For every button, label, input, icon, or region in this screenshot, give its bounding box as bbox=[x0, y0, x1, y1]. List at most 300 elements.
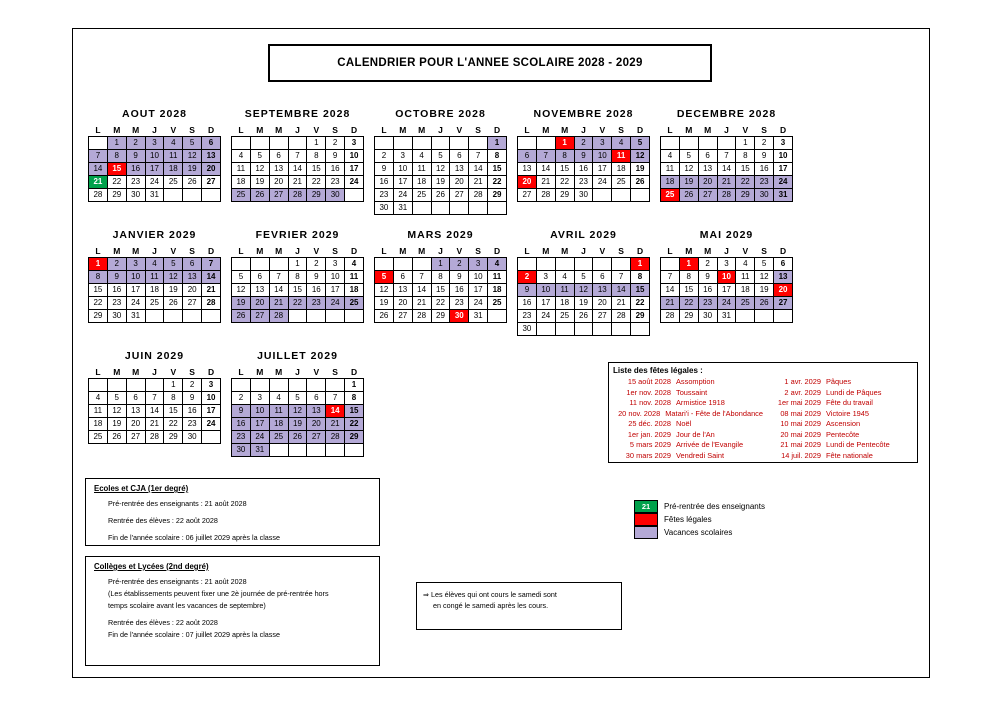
weekday-header: L bbox=[524, 245, 530, 256]
empty-cell bbox=[736, 310, 755, 323]
month-block bbox=[88, 108, 221, 215]
empty-cell bbox=[631, 189, 650, 202]
week-row bbox=[661, 310, 793, 323]
day-cell: 11 bbox=[164, 150, 183, 163]
day-cell: 23 bbox=[326, 176, 345, 189]
holiday-row bbox=[613, 419, 763, 430]
day-cell: 18 bbox=[232, 176, 251, 189]
empty-cell bbox=[326, 310, 345, 323]
day-cell: 7 bbox=[661, 271, 680, 284]
week-row bbox=[375, 271, 507, 284]
empty-cell bbox=[326, 444, 345, 457]
month-block bbox=[517, 108, 650, 215]
day-cell: 9 bbox=[126, 150, 145, 163]
day-cell: 19 bbox=[232, 297, 251, 310]
day-cell: 22 bbox=[555, 176, 574, 189]
weekday-header: J bbox=[724, 124, 729, 135]
day-cell: 29 bbox=[736, 189, 755, 202]
empty-cell bbox=[755, 310, 774, 323]
day-cell: 25 bbox=[345, 297, 364, 310]
day-cell: 6 bbox=[250, 271, 269, 284]
day-cell: 20 bbox=[698, 176, 717, 189]
day-cell: 6 bbox=[183, 258, 202, 271]
weekday-header: M bbox=[132, 245, 140, 256]
day-cell: 25 bbox=[89, 431, 108, 444]
day-cell: 18 bbox=[269, 418, 288, 431]
day-cell: 9 bbox=[375, 163, 394, 176]
week-row bbox=[518, 284, 650, 297]
day-cell: 27 bbox=[269, 189, 288, 202]
month-name: AOUT 2028 bbox=[121, 108, 188, 120]
day-cell: 13 bbox=[393, 284, 412, 297]
weekday-header: M bbox=[418, 124, 426, 135]
empty-cell bbox=[536, 258, 555, 271]
empty-cell bbox=[269, 137, 288, 150]
day-cell: 31 bbox=[126, 310, 145, 323]
day-cell: 17 bbox=[250, 418, 269, 431]
day-cell: 30 bbox=[698, 310, 717, 323]
day-cell: 23 bbox=[450, 297, 469, 310]
weekday-header: L bbox=[238, 366, 244, 377]
week-row bbox=[518, 310, 650, 323]
weekday-header: D bbox=[207, 124, 215, 135]
day-cell: 14 bbox=[661, 284, 680, 297]
day-cell: 20 bbox=[183, 284, 202, 297]
month-block bbox=[231, 108, 364, 215]
weekday-header: S bbox=[189, 245, 195, 256]
holiday-date: 20 mai 2029 bbox=[780, 429, 821, 439]
day-cell: 14 bbox=[717, 163, 736, 176]
empty-cell bbox=[431, 137, 450, 150]
day-cell: 8 bbox=[488, 150, 507, 163]
day-cell: 5 bbox=[288, 392, 307, 405]
day-cell: 4 bbox=[412, 150, 431, 163]
day-cell: 5 bbox=[574, 271, 593, 284]
weekday-header: S bbox=[475, 124, 481, 135]
weekday-header: V bbox=[456, 245, 463, 256]
month-block bbox=[660, 229, 793, 336]
day-cell: 4 bbox=[145, 258, 164, 271]
day-cell: 9 bbox=[107, 271, 126, 284]
day-cell: 5 bbox=[631, 137, 650, 150]
holiday-row bbox=[763, 451, 913, 462]
day-cell: 31 bbox=[393, 202, 412, 215]
day-cell: 23 bbox=[126, 176, 145, 189]
day-cell: 3 bbox=[202, 379, 221, 392]
day-cell: 16 bbox=[518, 297, 537, 310]
weekday-header: M bbox=[256, 124, 264, 135]
week-row bbox=[518, 189, 650, 202]
legend-fetes-label: Fêtes légales bbox=[664, 514, 712, 524]
day-cell: 23 bbox=[375, 189, 394, 202]
day-cell: 5 bbox=[679, 150, 698, 163]
day-cell: 20 bbox=[450, 176, 469, 189]
week-row bbox=[375, 310, 507, 323]
saturday-note-box bbox=[416, 582, 622, 630]
day-cell: 16 bbox=[183, 405, 202, 418]
legend-key bbox=[634, 500, 765, 539]
holiday-name: Lundi de Pâques bbox=[826, 387, 882, 397]
day-cell: 30 bbox=[326, 189, 345, 202]
weekday-header: M bbox=[275, 366, 283, 377]
day-cell: 4 bbox=[736, 258, 755, 271]
weekday-header: M bbox=[113, 366, 121, 377]
empty-cell bbox=[593, 189, 612, 202]
empty-cell bbox=[145, 310, 164, 323]
day-cell: 3 bbox=[469, 258, 488, 271]
day-cell: 12 bbox=[250, 163, 269, 176]
saturday-note-line-2: en congé le samedi après les cours. bbox=[433, 601, 549, 610]
day-cell: 18 bbox=[164, 163, 183, 176]
day-cell: 22 bbox=[307, 176, 326, 189]
empty-cell bbox=[107, 379, 126, 392]
holiday-row bbox=[613, 409, 763, 420]
empty-cell bbox=[574, 258, 593, 271]
month-name: JUIN 2029 bbox=[124, 350, 185, 362]
day-cell: 9 bbox=[232, 405, 251, 418]
day-cell: 4 bbox=[488, 258, 507, 271]
day-cell: 3 bbox=[326, 258, 345, 271]
holiday-name: Fête du travail bbox=[826, 398, 873, 407]
day-cell: 13 bbox=[250, 284, 269, 297]
day-cell: 28 bbox=[536, 189, 555, 202]
weekday-header: L bbox=[95, 366, 101, 377]
day-cell: 9 bbox=[698, 271, 717, 284]
month-name: NOVEMBRE 2028 bbox=[533, 108, 634, 120]
day-cell: 2 bbox=[232, 392, 251, 405]
day-cell: 25 bbox=[612, 176, 631, 189]
weekday-header: M bbox=[399, 124, 407, 135]
day-cell: 15 bbox=[555, 163, 574, 176]
holiday-row bbox=[763, 377, 913, 388]
day-cell: 7 bbox=[288, 150, 307, 163]
holiday-row bbox=[613, 430, 763, 441]
day-cell: 2 bbox=[126, 137, 145, 150]
week-row bbox=[89, 258, 221, 271]
week-row bbox=[661, 258, 793, 271]
day-cell: 1 bbox=[488, 137, 507, 150]
empty-cell bbox=[555, 323, 574, 336]
weekday-header: M bbox=[561, 124, 569, 135]
empty-cell bbox=[661, 137, 680, 150]
day-cell: 1 bbox=[89, 258, 108, 271]
month-table bbox=[231, 365, 364, 457]
day-cell: 1 bbox=[679, 258, 698, 271]
week-row bbox=[661, 284, 793, 297]
day-cell: 7 bbox=[89, 150, 108, 163]
weekday-header: J bbox=[295, 124, 300, 135]
day-cell: 9 bbox=[574, 150, 593, 163]
day-cell: 22 bbox=[164, 418, 183, 431]
day-cell: 2 bbox=[326, 137, 345, 150]
week-row bbox=[232, 379, 364, 392]
day-cell: 29 bbox=[679, 310, 698, 323]
weekday-header: S bbox=[475, 245, 481, 256]
day-cell: 27 bbox=[518, 189, 537, 202]
day-cell: 22 bbox=[107, 176, 126, 189]
empty-cell bbox=[89, 137, 108, 150]
day-cell: 17 bbox=[469, 284, 488, 297]
day-cell: 1 bbox=[107, 137, 126, 150]
colleges-line-2: (Les établissements peuvent fixer une 2è journée de pré-rentrée hors bbox=[108, 589, 329, 598]
week-row bbox=[89, 271, 221, 284]
month-name: DECEMBRE 2028 bbox=[676, 108, 777, 120]
week-row bbox=[661, 163, 793, 176]
day-cell: 11 bbox=[89, 405, 108, 418]
colleges-line-4: Rentrée des élèves : 22 août 2028 bbox=[108, 618, 218, 627]
holiday-name: Assomption bbox=[676, 377, 715, 386]
weekday-header: D bbox=[779, 245, 787, 256]
day-cell: 16 bbox=[326, 163, 345, 176]
day-cell: 15 bbox=[345, 405, 364, 418]
day-cell: 2 bbox=[307, 258, 326, 271]
day-cell: 25 bbox=[412, 189, 431, 202]
day-cell: 22 bbox=[288, 297, 307, 310]
day-cell: 1 bbox=[431, 258, 450, 271]
day-cell: 29 bbox=[89, 310, 108, 323]
week-row bbox=[375, 202, 507, 215]
empty-cell bbox=[345, 310, 364, 323]
day-cell: 27 bbox=[202, 176, 221, 189]
holiday-row bbox=[763, 430, 913, 441]
day-cell: 4 bbox=[661, 150, 680, 163]
day-cell: 15 bbox=[431, 284, 450, 297]
day-cell: 7 bbox=[536, 150, 555, 163]
week-row bbox=[518, 297, 650, 310]
day-cell: 1 bbox=[345, 379, 364, 392]
day-cell: 2 bbox=[450, 258, 469, 271]
week-row bbox=[661, 176, 793, 189]
day-cell: 24 bbox=[717, 297, 736, 310]
day-cell: 21 bbox=[661, 297, 680, 310]
day-cell: 17 bbox=[717, 284, 736, 297]
day-cell: 19 bbox=[631, 163, 650, 176]
day-cell: 9 bbox=[450, 271, 469, 284]
weekday-header: V bbox=[313, 124, 320, 135]
month-table bbox=[374, 123, 507, 215]
weekday-header: D bbox=[493, 124, 501, 135]
weekday-header: S bbox=[761, 124, 767, 135]
day-cell: 11 bbox=[412, 163, 431, 176]
day-cell: 10 bbox=[345, 150, 364, 163]
month-block bbox=[88, 350, 221, 457]
day-cell: 22 bbox=[736, 176, 755, 189]
holiday-date: 30 mars 2029 bbox=[625, 450, 671, 460]
empty-cell bbox=[488, 202, 507, 215]
saturday-note-text-1: Les élèves qui ont cours le samedi sont bbox=[431, 590, 557, 599]
month-name: MAI 2029 bbox=[699, 229, 754, 241]
day-cell: 26 bbox=[431, 189, 450, 202]
day-cell: 7 bbox=[612, 271, 631, 284]
weekday-header: L bbox=[381, 124, 387, 135]
empty-cell bbox=[145, 379, 164, 392]
day-cell: 25 bbox=[488, 297, 507, 310]
day-cell: 4 bbox=[345, 258, 364, 271]
holiday-date: 20 nov. 2028 bbox=[618, 408, 661, 418]
week-row bbox=[518, 137, 650, 150]
holiday-name: Noël bbox=[676, 419, 692, 428]
day-cell: 16 bbox=[450, 284, 469, 297]
legend-fetes bbox=[634, 513, 765, 525]
day-cell: 8 bbox=[307, 150, 326, 163]
day-cell: 17 bbox=[593, 163, 612, 176]
holiday-name: Vendredi Saint bbox=[676, 450, 725, 460]
day-cell: 26 bbox=[107, 431, 126, 444]
weekday-header: L bbox=[95, 124, 101, 135]
day-cell: 12 bbox=[107, 405, 126, 418]
weekday-header: J bbox=[152, 366, 157, 377]
day-cell: 12 bbox=[631, 150, 650, 163]
empty-cell bbox=[612, 323, 631, 336]
weekday-header: J bbox=[581, 245, 586, 256]
empty-cell bbox=[269, 258, 288, 271]
day-cell: 2 bbox=[698, 258, 717, 271]
day-cell: 21 bbox=[717, 176, 736, 189]
colleges-line-5: Fin de l'année scolaire : 07 juillet 2029 après la classe bbox=[108, 630, 280, 639]
week-row bbox=[518, 176, 650, 189]
day-cell: 24 bbox=[145, 176, 164, 189]
holiday-row bbox=[763, 440, 913, 451]
weekday-header: J bbox=[295, 366, 300, 377]
day-cell: 9 bbox=[183, 392, 202, 405]
weekday-header: V bbox=[313, 366, 320, 377]
legend-rentree bbox=[634, 500, 765, 512]
day-cell: 10 bbox=[145, 150, 164, 163]
empty-cell bbox=[288, 310, 307, 323]
day-cell: 30 bbox=[755, 189, 774, 202]
weekday-header: D bbox=[350, 245, 358, 256]
day-cell: 28 bbox=[661, 310, 680, 323]
day-cell: 24 bbox=[774, 176, 793, 189]
month-table bbox=[374, 244, 507, 323]
empty-cell bbox=[375, 137, 394, 150]
day-cell: 3 bbox=[126, 258, 145, 271]
holiday-name: Lundi de Pentecôte bbox=[826, 440, 890, 449]
day-cell: 18 bbox=[736, 284, 755, 297]
day-cell: 6 bbox=[774, 258, 793, 271]
ecoles-box bbox=[85, 478, 380, 546]
day-cell: 30 bbox=[518, 323, 537, 336]
empty-cell bbox=[593, 323, 612, 336]
day-cell: 1 bbox=[631, 258, 650, 271]
week-row bbox=[375, 189, 507, 202]
empty-cell bbox=[393, 137, 412, 150]
day-cell: 16 bbox=[126, 163, 145, 176]
day-cell: 22 bbox=[431, 297, 450, 310]
day-cell: 8 bbox=[431, 271, 450, 284]
day-cell: 11 bbox=[612, 150, 631, 163]
day-cell: 17 bbox=[126, 284, 145, 297]
weekday-header: D bbox=[207, 366, 215, 377]
empty-cell bbox=[288, 444, 307, 457]
empty-cell bbox=[717, 137, 736, 150]
day-cell: 11 bbox=[345, 271, 364, 284]
day-cell: 6 bbox=[269, 150, 288, 163]
weekday-header: V bbox=[456, 124, 463, 135]
day-cell: 19 bbox=[164, 284, 183, 297]
day-cell: 5 bbox=[183, 137, 202, 150]
day-cell: 26 bbox=[631, 176, 650, 189]
day-cell: 17 bbox=[345, 163, 364, 176]
month-table bbox=[660, 123, 793, 202]
months-row bbox=[88, 108, 916, 215]
empty-cell bbox=[250, 137, 269, 150]
holiday-row bbox=[613, 377, 763, 388]
day-cell: 1 bbox=[736, 137, 755, 150]
month-table bbox=[88, 244, 221, 323]
day-cell: 28 bbox=[469, 189, 488, 202]
empty-cell bbox=[307, 310, 326, 323]
empty-cell bbox=[450, 202, 469, 215]
day-cell: 12 bbox=[183, 150, 202, 163]
week-row bbox=[232, 258, 364, 271]
day-cell: 3 bbox=[536, 271, 555, 284]
empty-cell bbox=[250, 258, 269, 271]
day-cell: 14 bbox=[145, 405, 164, 418]
day-cell: 28 bbox=[89, 189, 108, 202]
day-cell: 5 bbox=[107, 392, 126, 405]
month-table bbox=[660, 244, 793, 323]
day-cell: 1 bbox=[164, 379, 183, 392]
legend-vacances-label: Vacances scolaires bbox=[664, 527, 733, 537]
day-cell: 18 bbox=[488, 284, 507, 297]
empty-cell bbox=[307, 379, 326, 392]
day-cell: 26 bbox=[164, 297, 183, 310]
month-name: OCTOBRE 2028 bbox=[395, 108, 486, 120]
day-cell: 15 bbox=[631, 284, 650, 297]
week-row bbox=[375, 137, 507, 150]
day-cell: 24 bbox=[326, 297, 345, 310]
weekday-header: S bbox=[332, 366, 338, 377]
empty-cell bbox=[574, 323, 593, 336]
ecoles-title: Ecoles et CJA (1er degré) bbox=[94, 484, 189, 493]
month-block bbox=[517, 229, 650, 336]
day-cell: 16 bbox=[107, 284, 126, 297]
day-cell: 29 bbox=[555, 189, 574, 202]
weekday-header: D bbox=[207, 245, 215, 256]
saturday-note-line-1 bbox=[423, 589, 615, 600]
holiday-name: Armistice 1918 bbox=[676, 398, 725, 407]
day-cell: 13 bbox=[774, 271, 793, 284]
day-cell: 15 bbox=[288, 284, 307, 297]
legal-holidays-box bbox=[608, 362, 918, 463]
day-cell: 8 bbox=[107, 150, 126, 163]
day-cell: 22 bbox=[488, 176, 507, 189]
day-cell: 20 bbox=[518, 176, 537, 189]
week-row bbox=[661, 271, 793, 284]
weekday-header: S bbox=[332, 245, 338, 256]
month-block bbox=[374, 108, 507, 215]
week-row bbox=[89, 163, 221, 176]
day-cell: 14 bbox=[269, 284, 288, 297]
week-row bbox=[232, 444, 364, 457]
weekday-header: L bbox=[238, 245, 244, 256]
day-cell: 22 bbox=[89, 297, 108, 310]
weekday-header: D bbox=[636, 124, 644, 135]
day-cell: 13 bbox=[698, 163, 717, 176]
day-cell: 16 bbox=[755, 163, 774, 176]
day-cell: 26 bbox=[288, 431, 307, 444]
week-row bbox=[89, 405, 221, 418]
day-cell: 12 bbox=[431, 163, 450, 176]
day-cell: 30 bbox=[126, 189, 145, 202]
empty-cell bbox=[698, 137, 717, 150]
holiday-name: Fête nationale bbox=[826, 450, 873, 460]
weekday-header: V bbox=[170, 245, 177, 256]
day-cell: 6 bbox=[307, 392, 326, 405]
month-block bbox=[660, 108, 793, 215]
holiday-name: Toussaint bbox=[676, 387, 708, 397]
